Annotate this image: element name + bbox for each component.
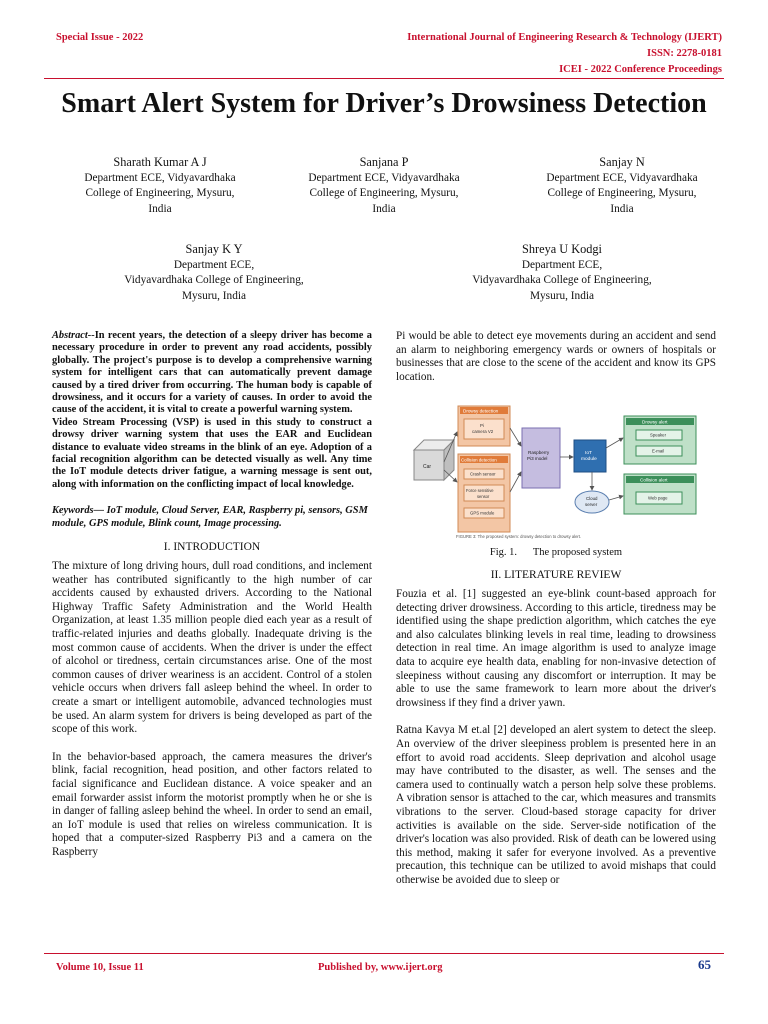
header-proceedings: ICEI - 2022 Conference Proceedings [559,64,722,75]
force-sensor-label: Force sensitive [466,488,494,493]
author-affil: India [610,202,634,215]
cloud-server-label: server [585,502,598,507]
literature-body [396,588,716,887]
author-block [432,242,692,304]
intro-paragraph: In the behavior-based approach, the camera measures the driver's blink, facial recognition, head position, and other factors related to facial significance and Euclidean distance. A voice speaker and an email forwarder assist inform the motorist promptly when he or she is in danger of falling asleep behind the wheel. In order to send an email, an IoT module is used that relies on wireless communication. It is hoped that a computer-sized Raspberry Pi3 and a camera on the Raspberry [52,750,372,858]
keywords-label: Keywords— [52,505,104,517]
section-heading-literature: II. LITERATURE REVIEW [490,569,622,581]
figure-caption [396,547,716,558]
intro-body [52,560,372,859]
author-affil: India [372,202,396,215]
keywords [52,505,372,530]
email-label: E-mail [652,448,665,454]
header-issn: ISSN: 2278-0181 [647,48,722,59]
literature-paragraph: Ratna Kavya M et.al [2] developed an alert system to detect the sleep. An overview of the driver sleepiness problem is presented here in an effort to avoid road accidents. Sleep deprivation and alcohol usage may have contributed to the disaster, as well. The senses and the camera used to continually watch a person help solve these problems. A vibration sensor is attached to the car, which measures and transmits vibrations to the server. Cloud-based storage capacity for driver activities is available on the side. Server-side notification of the driver's location was also provided. Risk of death can be lowered using this method, making it safer for everyone involved. As a preventive precaution, this technique can be utilized to avoid mishaps that could otherwise be avoided due to sleep or [396,724,716,886]
left-column [52,330,372,874]
footer-volume: Volume 10, Issue 11 [56,962,144,973]
car-label: Car [423,464,432,470]
intro-paragraph: The mixture of long driving hours, dull road conditions, and inclement weather has contributed significantly to the high number of car accidents caused by exhausted drivers. According to the National Highway Traffic Safety Administration and the World Health Organization, at least 1.35 million people died each year as a result of traffic-related injuries and deaths globally. Inadequate driving is the most common cause of accidents. When the driver is under the effect of alcohol or tiredness, certain circumstances arise. One of the most common causes of driver weariness is an accident. Control of a stolen vehicle occurs when drivers fall asleep behind the wheel. In order to create a smart or intelligent automobile, advanced technologies must be used. An alarm system for drivers is being developed as part of the scope of this work. [52,560,372,736]
abstract [52,330,372,491]
author-name: Sharath Kumar A J [113,155,207,169]
author-affil: Department ECE, Vidyavardhaka [546,171,698,184]
author-affil: Vidyavardhaka College of Engineering, [472,274,652,286]
system-block-diagram [410,402,726,542]
drowsy-detection-label: Drowsy detection [463,408,499,414]
abstract-text: In recent years, the detection of a sleepy driver has become a necessary procedure in order to prevent any road accidents, possibly globally. The project's purpose is to develop a comprehensive warning system for intelligent cars that can automatically prevent damage caused by a tired driver from occurring. The human body is capable of drowsiness, and it occurs for a variety of causes. In order to avoid the cause of the accident, it is vital to create a powerful warning system. [52,330,372,416]
cloud-server-label: Cloud [586,496,598,501]
iot-module-label: IoT [585,451,592,456]
author-affil: College of Engineering, Mysuru, [547,187,697,199]
author-block [84,242,344,304]
literature-paragraph: Fouzia et al. [1] suggested an eye-blink count-based approach for detecting driver drowsiness. According to this article, tiredness may be identified using the shape prediction algorithm, which catches the eye and also calculates blinking levels in real time, leading to drowsiness detection in real time. An image algorithm is used to analyze image data to acquire eye health data, enabling for non-invasive detection of sleepiness without causing any discomfort or interruption. It may be able to use the same framework to learn more about the driver's drowsiness if they find a driver yawn. [396,588,716,709]
pi-camera-label: Pi [480,423,484,428]
footer-publisher: Published by, www.ijert.org [318,962,443,973]
footer-rule [44,953,724,954]
author-block [264,155,504,217]
author-name: Sanjana P [359,155,409,169]
pi-camera-label: camera V2 [472,429,494,434]
author-affil: College of Engineering, Mysuru, [85,187,235,199]
gps-module-label: GPS module [470,510,495,516]
literature-section [396,569,716,901]
paper-title: Smart Alert System for Driver’s Drowsiness Detection [61,88,707,119]
connector-arrow [606,438,623,448]
header-journal-name: International Journal of Engineering Research & Technology (IJERT) [407,32,722,43]
right-top-text [396,330,716,384]
force-sensor-label: sensor [477,494,490,499]
author-affil: Mysuru, India [181,289,246,302]
speaker-label: Speaker [650,432,667,438]
right-column [396,330,716,398]
raspberry-pi-label: Raspberry [528,450,550,455]
connector-arrow [510,472,521,492]
author-block [502,155,742,217]
body-paragraph: Pi would be able to detect eye movements during an accident and send an alarm to neighboring emergency wards or owners of hospitals or businesses that are close to the scene of the accident and know its GPS location. [396,330,716,383]
connector-arrow [510,428,521,446]
author-name: Sanjay K Y [185,242,243,256]
author-affil: College of Engineering, Mysuru, [309,187,459,199]
iot-module-label: module [581,457,597,462]
iot-module-block [574,440,606,472]
author-affil: Department ECE, Vidyavardhaka [84,171,236,184]
crash-sensor-label: Crash sensor [470,471,496,477]
connector-arrow [609,496,623,500]
figure-inner-caption: FIGURE 3: The proposed system: drowsy detection to drowsy alert. [456,534,582,539]
raspberry-pi-label: Pi3 model [527,456,548,461]
webpage-label: Web page [648,495,668,501]
author-affil: Department ECE, [521,258,603,271]
page-number: 65 [698,957,711,972]
author-affil: Mysuru, India [529,289,594,302]
author-name: Shreya U Kodgi [522,242,602,256]
header-rule [44,78,724,79]
figure-caption-label: Fig. 1. [489,547,518,558]
drowsy-alert-label: Drowsy alert [642,419,668,425]
author-affil: Department ECE, [173,258,255,271]
abstract-label: Abstract-- [52,330,95,341]
author-name: Sanjay N [599,155,645,169]
collision-detection-label: Collision detection [461,457,497,463]
section-heading-introduction: I. INTRODUCTION [163,541,261,554]
author-block [40,155,280,217]
figure-caption-text: The proposed system [532,547,623,558]
abstract-text-2: Video Stream Processing (VSP) is used in this study to construct a drowsy driver warning system that uses the EAR and Euclidean distance to evaluate video streams in the blink of an eye. Adoption of a facial recognition algorithm can be detected visually as well. Any time the IoT module detects driver fatigue, a warning message is sent out, along with information on the conflicting impact of local knowledge. [52,416,372,490]
keywords-text: IoT module, Cloud Server, EAR, Raspberry pi, sensors, GSM module, GPS module, Blink count, Image processing. [52,505,368,529]
author-affil: India [148,202,172,215]
author-affil: Department ECE, Vidyavardhaka [308,171,460,184]
header-journal-block [407,30,722,78]
collision-alert-label: Collision alert [640,477,668,483]
header-special-issue: Special Issue - 2022 [56,32,144,43]
author-affil: Vidyavardhaka College of Engineering, [124,274,304,286]
